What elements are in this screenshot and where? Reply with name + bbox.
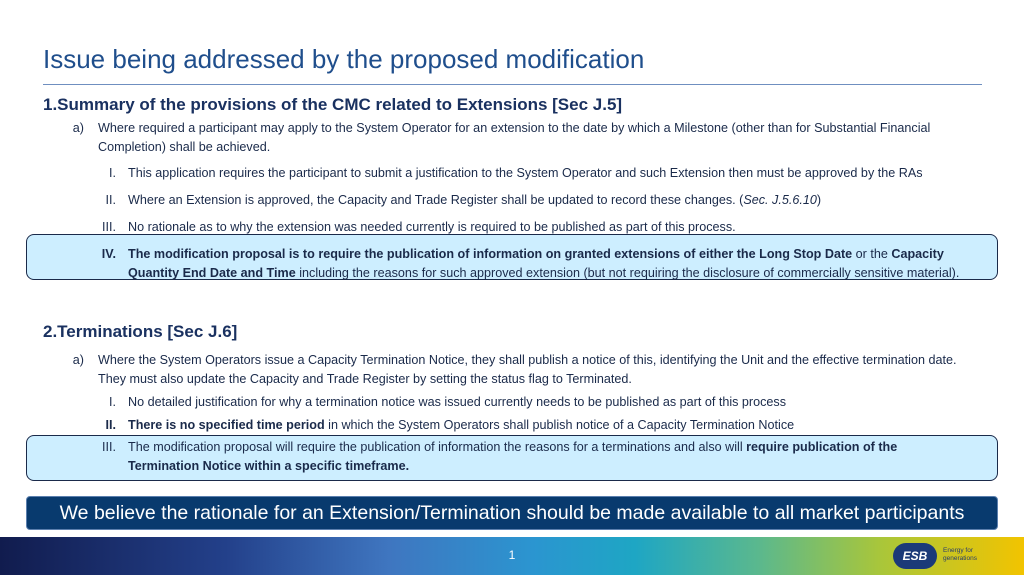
- section-2-item-3-label: III.: [102, 440, 116, 454]
- page-title: Issue being addressed by the proposed modification: [43, 44, 645, 74]
- title-divider: [43, 84, 982, 85]
- section-2-item-3-text: The modification proposal will require the publication of information the reasons for a terminations and also will require publication of the Termination Notice within a specific timeframe.: [128, 440, 898, 473]
- esb-logo: ESB: [893, 543, 937, 569]
- logo-tagline: Energy for generations: [943, 547, 977, 562]
- section-2-item-1-text: No detailed justification for why a termination notice was issued currently needs to be published as part of this process: [128, 395, 787, 409]
- section-1-item-4-label: IV.: [101, 247, 116, 261]
- section-1-item-3-label: III.: [102, 220, 116, 234]
- section-2-item-1-label: I.: [109, 395, 116, 409]
- section-1-item-2-text: Where an Extension is approved, the Capacity and Trade Register shall be updated to record these changes. (Sec. J.5.6.10): [128, 193, 822, 207]
- section-reference: Sec. J.5.6.10: [743, 193, 817, 207]
- section-1-item-4-text: The modification proposal is to require the publication of information on granted extensions of either the Long Stop Date or the Capacity Quantity End Date and Time including the reasons for such approved extension (but not requiring the disclosure of commercially sensitive material).: [128, 247, 960, 280]
- section-2-item-2-label: II.: [105, 418, 116, 432]
- section-1-a-label: a): [72, 121, 84, 135]
- footer-bar: [0, 537, 1024, 575]
- conclusion-banner: We believe the rationale for an Extension/Termination should be made available to all market participants: [26, 496, 998, 530]
- section-1-a-text: Where required a participant may apply to the System Operator for an extension to the date by which a Milestone (other than for Substantial Financial Completion) shall be achieved.: [98, 121, 931, 154]
- section-1-item-1-label: I.: [109, 166, 116, 180]
- section-1-heading: 1.Summary of the provisions of the CMC related to Extensions [Sec J.5]: [43, 95, 623, 114]
- section-2-item-2-text: There is no specified time period in which the System Operators shall publish notice of a Capacity Termination Notice: [128, 418, 795, 432]
- section-2-heading: 2.Terminations [Sec J.6]: [43, 322, 238, 341]
- section-1-item-3-text: No rationale as to why the extension was needed currently is required to be published as part of this process.: [128, 220, 736, 234]
- section-2-a-label: a): [72, 353, 84, 367]
- page-number: 1: [508, 548, 516, 562]
- section-2-a-text: Where the System Operators issue a Capacity Termination Notice, they shall publish a notice of this, identifying the Unit and the effective termination date. They must also update the Capacity and Trade Register by setting the status flag to Terminated.: [98, 353, 957, 386]
- section-1-item-2-label: II.: [105, 193, 116, 207]
- section-1-item-1-text: This application requires the participant to submit a justification to the System Operator and such Extension then must be approved by the RAs: [128, 166, 923, 180]
